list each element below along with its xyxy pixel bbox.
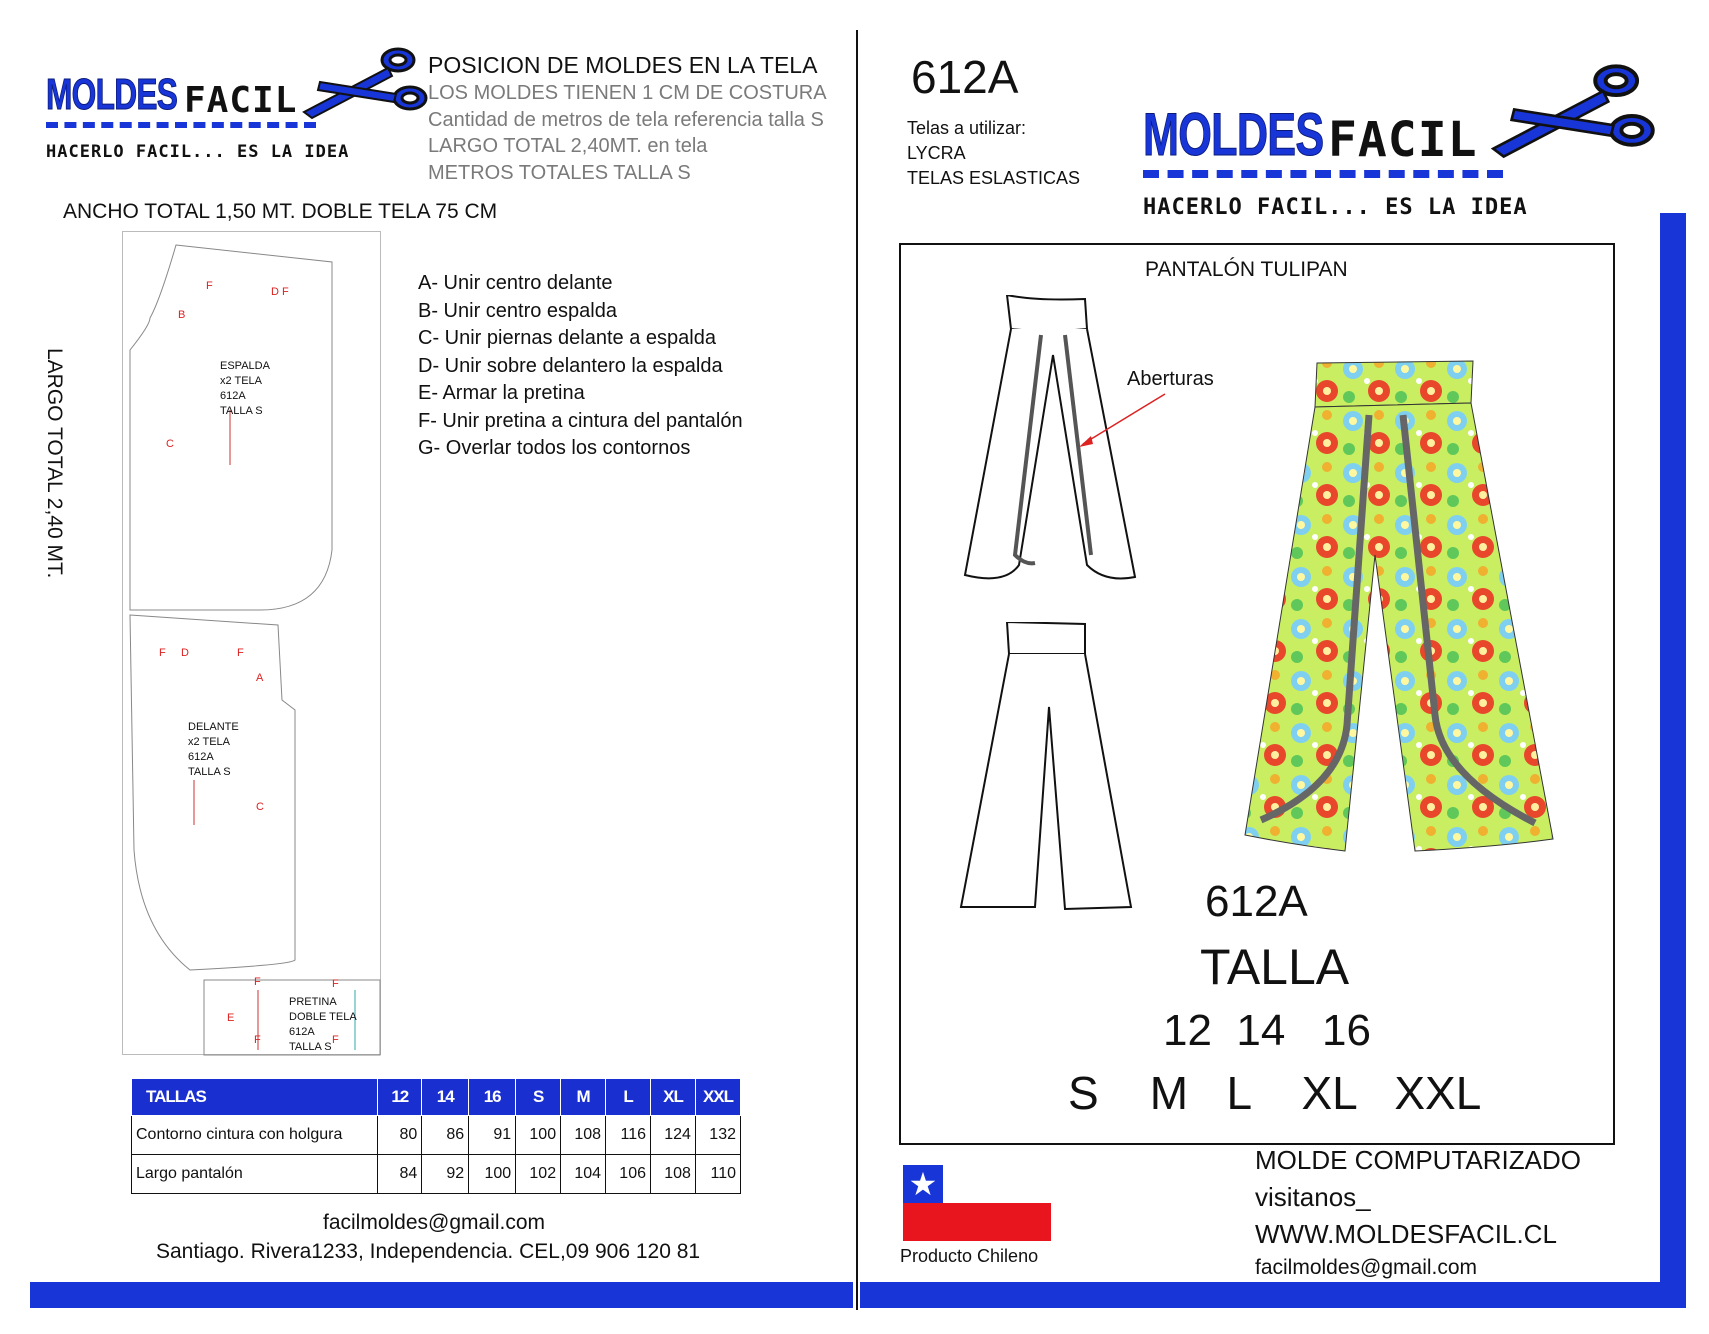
footer-website: WWW.MOLDESFACIL.CL <box>1255 1219 1557 1249</box>
instruction-item: A- Unir centro delante <box>418 272 613 294</box>
instruction-item: C- Unir piernas delante a espalda <box>418 327 716 349</box>
side-bar-right <box>1660 213 1686 1308</box>
table-cell: 92 <box>422 1155 469 1194</box>
table-cell: 124 <box>651 1116 696 1155</box>
espalda-label: ESPALDA x2 TELA 612A TALLA S <box>220 360 270 417</box>
table-cell: Contorno cintura con holgura <box>132 1116 378 1155</box>
tela-item: TELAS ESLASTICAS <box>907 168 1081 188</box>
flag-canton: ★ <box>903 1165 943 1203</box>
telas-title: Telas a utilizar: <box>907 118 1027 138</box>
header-title: POSICION DE MOLDES EN LA TELA <box>428 52 818 78</box>
logo-underline <box>46 122 316 128</box>
mark-f: F <box>206 280 213 292</box>
mark-f: F <box>332 1034 339 1046</box>
mark-c: C <box>166 438 174 450</box>
espalda-piece <box>130 245 332 610</box>
flag-caption: Producto Chileno <box>900 1246 1039 1266</box>
panel-talla: TALLA <box>1200 939 1350 995</box>
instruction-item: G- Overlar todos los contornos <box>418 437 691 459</box>
contact-email: facilmoldes@gmail.com <box>323 1211 546 1234</box>
table-row <box>132 1155 741 1194</box>
instruction-item: E- Armar la pretina <box>418 382 585 404</box>
instruction-item: D- Unir sobre delantero la espalda <box>418 354 723 377</box>
instruction-item: B- Unir centro espalda <box>418 299 617 322</box>
header-cell: XL <box>651 1079 696 1116</box>
table-cell: 116 <box>606 1116 651 1155</box>
panel-sizes-num: 12 14 16 <box>1163 1006 1371 1055</box>
table-cell: 86 <box>422 1116 469 1155</box>
logo-word-facil: FACIL <box>1328 112 1478 168</box>
header-cell: M <box>561 1079 606 1116</box>
header-cell: L <box>606 1079 651 1116</box>
panel-sizes-letter: S M L XL XXL <box>1068 1067 1482 1119</box>
aberturas-label: Aberturas <box>1127 368 1214 390</box>
logo-word-moldes: MOLDES <box>46 70 178 119</box>
table-cell: 102 <box>516 1155 561 1194</box>
table-cell: 100 <box>516 1116 561 1155</box>
table-cell: Largo pantalón <box>132 1155 378 1194</box>
table-cell: 108 <box>651 1155 696 1194</box>
mark-c: C <box>256 801 264 813</box>
table-cell: 100 <box>469 1155 516 1194</box>
instructions-list <box>418 270 743 463</box>
table-cell: 80 <box>378 1116 422 1155</box>
header-line-3: LARGO TOTAL 2,40MT. en tela <box>428 135 708 157</box>
footer-line-2: visitanos_ <box>1255 1182 1371 1212</box>
scissors-icon <box>300 42 430 132</box>
mark-a: A <box>256 672 264 684</box>
delante-piece <box>130 615 295 970</box>
table-cell: 91 <box>469 1116 516 1155</box>
table-cell: 110 <box>695 1155 740 1194</box>
panel-title: PANTALÓN TULIPAN <box>1145 258 1348 281</box>
largo-total: LARGO TOTAL 2,40 MT. <box>43 348 66 579</box>
mark-f: F <box>254 1034 261 1046</box>
printed-pants-illustration <box>1235 355 1565 875</box>
mark-f: F <box>159 647 166 659</box>
mark-df: D F <box>271 286 289 298</box>
chile-flag <box>903 1165 1051 1241</box>
mark-b: B <box>178 309 186 321</box>
panel-code: 612A <box>1205 877 1308 926</box>
table-cell: 84 <box>378 1155 422 1194</box>
table-cell: 106 <box>606 1155 651 1194</box>
mark-e: E <box>227 1012 235 1024</box>
header-cell: 16 <box>469 1079 516 1116</box>
size-table-header <box>132 1079 741 1116</box>
pretina-label: PRETINA DOBLE TELA 612A TALLA S <box>289 996 357 1053</box>
table-cell: 132 <box>695 1116 740 1155</box>
logo-tagline: HACERLO FACIL... ES LA IDEA <box>46 142 350 162</box>
footer-email: facilmoldes@gmail.com <box>1255 1256 1478 1279</box>
table-cell: 108 <box>561 1116 606 1155</box>
header-cell: XXL <box>695 1079 740 1116</box>
aberturas-arrow <box>1075 390 1175 450</box>
header-cell: 12 <box>378 1079 422 1116</box>
pants-sketch-front <box>955 622 1145 922</box>
logo-underline <box>1143 170 1503 178</box>
logo-word-facil: FACIL <box>184 80 298 121</box>
footer-line-1: MOLDE COMPUTARIZADO <box>1255 1145 1581 1175</box>
page-divider <box>856 30 858 1310</box>
model-code: 612A <box>911 51 1019 103</box>
delante-label: DELANTE x2 TELA 612A TALLA S <box>188 721 239 778</box>
header-cell: 14 <box>422 1079 469 1116</box>
mark-d: D <box>181 647 189 659</box>
header-line-4: METROS TOTALES TALLA S <box>428 162 691 184</box>
bottom-bar-right <box>860 1282 1686 1308</box>
table-cell: 104 <box>561 1155 606 1194</box>
header-line-1: LOS MOLDES TIENEN 1 CM DE COSTURA <box>428 82 827 104</box>
bottom-bar-left <box>30 1282 853 1308</box>
table-row <box>132 1116 741 1155</box>
header-line-2: Cantidad de metros de tela referencia talla S <box>428 109 824 131</box>
logo-tagline: HACERLO FACIL... ES LA IDEA <box>1143 195 1528 220</box>
pattern-pieces <box>120 230 390 1060</box>
scissors-icon <box>1488 56 1658 176</box>
mark-f: F <box>332 978 339 990</box>
tela-item: LYCRA <box>907 143 966 163</box>
mark-f: F <box>237 647 244 659</box>
ancho-total: ANCHO TOTAL 1,50 MT. DOBLE TELA 75 CM <box>63 200 498 223</box>
contact-address: Santiago. Rivera1233, Independencia. CEL,09 906 120 81 <box>156 1240 701 1263</box>
size-table <box>131 1078 741 1194</box>
instruction-item: F- Unir pretina a cintura del pantalón <box>418 409 743 432</box>
mark-f: F <box>254 976 261 988</box>
logo-word-moldes: MOLDES <box>1143 101 1324 168</box>
header-cell: TALLAS <box>132 1079 378 1116</box>
header-cell: S <box>516 1079 561 1116</box>
